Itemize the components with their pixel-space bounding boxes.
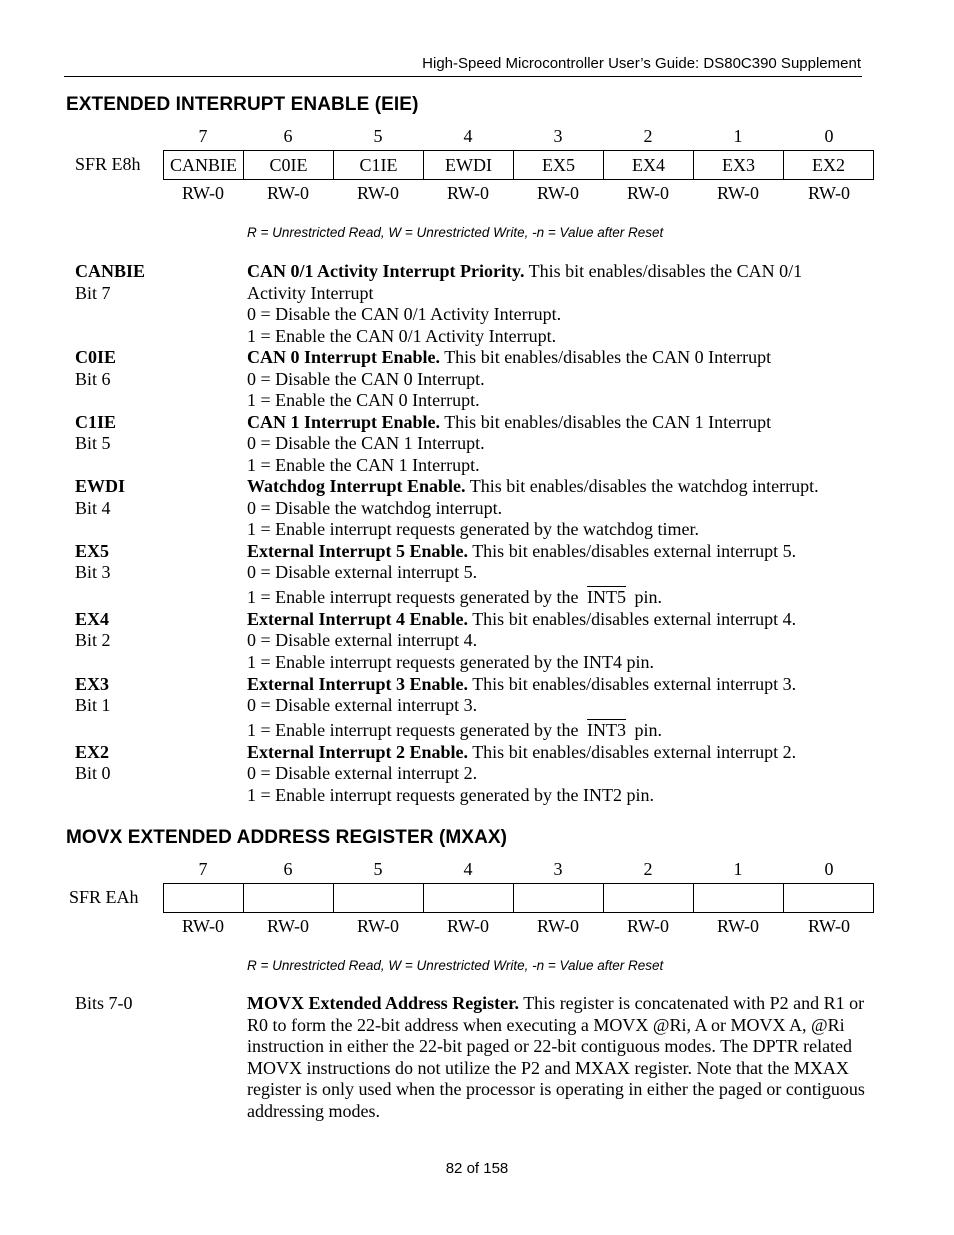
bit-description-title: External Interrupt 5 Enable. [247, 541, 469, 561]
bit-name: C1IE [75, 412, 117, 432]
bit-number: 2 [643, 126, 653, 146]
access-value: RW-0 [536, 916, 579, 936]
bit-number: 4 [463, 126, 473, 146]
access-value: RW-0 [536, 183, 579, 203]
bit-description-text: This bit enables/disables the CAN 0/1 [524, 261, 803, 281]
bit-description-title: CAN 1 Interrupt Enable. [247, 412, 441, 432]
bit-position: Bit 1 [75, 695, 111, 715]
access-value: RW-0 [181, 916, 224, 936]
register-bit-cell [604, 884, 694, 913]
bit-description-text: This bit enables/disables the CAN 0 Interrupt [440, 347, 772, 367]
register-bit-cell [784, 884, 874, 913]
bit-value-one: 1 = Enable the CAN 1 Interrupt. [247, 455, 480, 475]
bit-value-one [247, 587, 662, 608]
bit-number: 0 [824, 859, 834, 879]
bit-number: 7 [198, 859, 208, 879]
mxax-section-title: MOVX EXTENDED ADDRESS REGISTER (MXAX) [66, 827, 508, 848]
register-bit-cell [424, 884, 514, 913]
bit-number: 5 [373, 859, 383, 879]
bit-name: EX2 [75, 742, 110, 762]
bit-value-one-text: 1 = Enable interrupt requests generated by the [247, 720, 579, 740]
bit-value-one [247, 720, 662, 741]
bit-description-text: This bit enables/disables external interrupt 3. [468, 674, 797, 694]
bit-value-one: 1 = Enable the CAN 0/1 Activity Interrupt. [247, 326, 557, 346]
register-bit-cell: EX4 [604, 151, 694, 180]
bit-number: 0 [824, 126, 834, 146]
bit-name: CANBIE [75, 261, 146, 281]
register-bit-cell [514, 884, 604, 913]
mxax-description-text: This register is concatenated with P2 and R1 or R0 to form the 22-bit address when executing a MOVX @Ri, A or MOVX A, @Ri instruction in either the 22-bit paged or 22-bit contiguous modes. The DPTR related MOVX instructions do not utilize the P2 and MXAX register. Note that the MXAX register is only used when the processor is operating in either the paged or contiguous addressing modes. [247, 993, 865, 1121]
bit-description-text: This bit enables/disables external interrupt 2. [468, 742, 797, 762]
int3-pin-label: INT3 [587, 720, 627, 740]
bit-position: Bit 6 [75, 369, 111, 389]
bit-value-one-text: 1 = Enable interrupt requests generated by the [247, 587, 579, 607]
bit-description-continued: Activity Interrupt [247, 283, 374, 303]
register-bit-cell: CANBIE [164, 151, 244, 180]
bit-number: 2 [643, 859, 653, 879]
bit-number: 4 [463, 859, 473, 879]
bit-value-zero: 0 = Disable external interrupt 2. [247, 763, 478, 783]
bit-position: Bit 7 [75, 283, 111, 303]
mxax-register-table [163, 883, 874, 913]
register-bit-cell [694, 884, 784, 913]
bit-number: 5 [373, 126, 383, 146]
bit-description-title: Watchdog Interrupt Enable. [247, 476, 466, 496]
bit-description [247, 261, 802, 282]
bit-description-title: CAN 0 Interrupt Enable. [247, 347, 441, 367]
bit-position: Bit 5 [75, 433, 111, 453]
register-bit-cell [244, 884, 334, 913]
register-bit-cell: C1IE [334, 151, 424, 180]
access-value: RW-0 [181, 183, 224, 203]
eie-access-row [163, 183, 875, 204]
bit-name: EX5 [75, 541, 110, 561]
bit-description [247, 412, 771, 433]
bit-description-text: This bit enables/disables the watchdog interrupt. [465, 476, 819, 496]
register-bit-cell [334, 884, 424, 913]
bit-number: 1 [733, 126, 743, 146]
mxax-sfr-address: SFR EAh [69, 887, 139, 907]
bit-description-text: This bit enables/disables external interrupt 5. [468, 541, 797, 561]
bit-description-title: CAN 0/1 Activity Interrupt Priority. [247, 261, 525, 281]
mxax-description-title: MOVX Extended Address Register. [247, 993, 520, 1013]
register-bit-cell: EX5 [514, 151, 604, 180]
bit-description [247, 609, 796, 630]
bit-description [247, 541, 796, 562]
register-bit-cell [164, 884, 244, 913]
int5-pin-label: INT5 [587, 587, 627, 607]
mxax-bit-numbers [163, 859, 875, 880]
access-value: RW-0 [716, 916, 759, 936]
bit-description-text: This bit enables/disables external interrupt 4. [468, 609, 797, 629]
access-value: RW-0 [807, 183, 850, 203]
register-bit-cell: EX3 [694, 151, 784, 180]
bit-position: Bit 4 [75, 498, 111, 518]
bit-value-one-suffix: pin. [634, 720, 663, 740]
page-number: 82 of 158 [445, 1160, 509, 1177]
access-value: RW-0 [266, 183, 309, 203]
bit-description [247, 476, 819, 497]
bit-position: Bit 0 [75, 763, 111, 783]
bit-description [247, 347, 771, 368]
bit-number: 1 [733, 859, 743, 879]
bit-number: 3 [553, 126, 563, 146]
access-value: RW-0 [626, 183, 669, 203]
bit-value-zero: 0 = Disable the CAN 0 Interrupt. [247, 369, 485, 389]
bit-name: EWDI [75, 476, 126, 496]
eie-legend: R = Unrestricted Read, W = Unrestricted Write, -n = Value after Reset [247, 225, 664, 240]
bit-value-one: 1 = Enable interrupt requests generated by the INT4 pin. [247, 652, 655, 672]
bit-description-title: External Interrupt 4 Enable. [247, 609, 469, 629]
bit-name: C0IE [75, 347, 117, 367]
bit-value-zero: 0 = Disable external interrupt 3. [247, 695, 478, 715]
bit-description [247, 674, 796, 695]
bit-value-zero: 0 = Disable the CAN 0/1 Activity Interrupt. [247, 304, 562, 324]
access-value: RW-0 [356, 183, 399, 203]
bit-description-title: External Interrupt 2 Enable. [247, 742, 469, 762]
register-bit-cell: C0IE [244, 151, 334, 180]
bit-value-zero: 0 = Disable external interrupt 5. [247, 562, 478, 582]
access-value: RW-0 [807, 916, 850, 936]
register-bit-cell: EWDI [424, 151, 514, 180]
bit-description-text: This bit enables/disables the CAN 1 Interrupt [440, 412, 772, 432]
access-value: RW-0 [626, 916, 669, 936]
bit-value-one: 1 = Enable the CAN 0 Interrupt. [247, 390, 480, 410]
bit-value-one: 1 = Enable interrupt requests generated by the watchdog timer. [247, 519, 700, 539]
bit-description-title: External Interrupt 3 Enable. [247, 674, 469, 694]
mxax-legend: R = Unrestricted Read, W = Unrestricted Write, -n = Value after Reset [247, 958, 664, 973]
eie-register-table [163, 150, 874, 180]
eie-bit-numbers [163, 126, 875, 147]
bit-number: 6 [283, 126, 293, 146]
bit-number: 7 [198, 126, 208, 146]
bit-number: 3 [553, 859, 563, 879]
bit-position: Bit 3 [75, 562, 111, 582]
page-header: High-Speed Microcontroller User’s Guide: DS80C390 Supplement [422, 55, 861, 72]
bit-name: EX3 [75, 674, 110, 694]
eie-sfr-address: SFR E8h [75, 154, 141, 174]
bit-number: 6 [283, 859, 293, 879]
bit-position: Bit 2 [75, 630, 111, 650]
eie-section-title: EXTENDED INTERRUPT ENABLE (EIE) [66, 94, 419, 115]
access-value: RW-0 [446, 183, 489, 203]
access-value: RW-0 [716, 183, 759, 203]
bit-value-one: 1 = Enable interrupt requests generated by the INT2 pin. [247, 785, 655, 805]
access-value: RW-0 [266, 916, 309, 936]
bit-value-one-suffix: pin. [634, 587, 663, 607]
bit-value-zero: 0 = Disable the watchdog interrupt. [247, 498, 503, 518]
bit-description [247, 742, 796, 763]
register-bit-cell: EX2 [784, 151, 874, 180]
bit-name: EX4 [75, 609, 110, 629]
header-rule [64, 76, 862, 77]
bit-value-zero: 0 = Disable the CAN 1 Interrupt. [247, 433, 485, 453]
mxax-access-row [163, 916, 875, 937]
bit-value-zero: 0 = Disable external interrupt 4. [247, 630, 478, 650]
access-value: RW-0 [356, 916, 399, 936]
access-value: RW-0 [446, 916, 489, 936]
mxax-bits-label: Bits 7-0 [75, 993, 133, 1013]
mxax-description [247, 993, 867, 1123]
